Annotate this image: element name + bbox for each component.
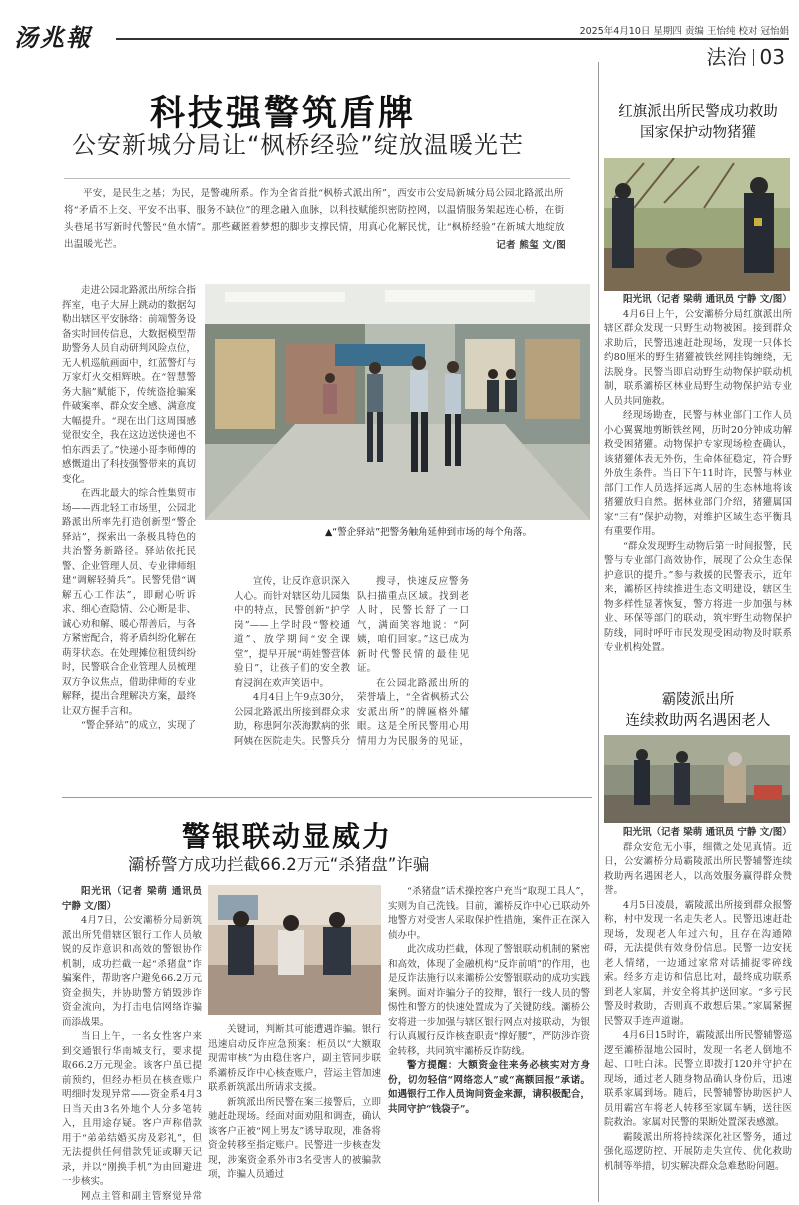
main-photo xyxy=(205,284,590,520)
side-headline-2 xyxy=(600,690,796,732)
side-photo-1 xyxy=(604,158,790,291)
header-rule xyxy=(116,38,789,40)
lead-paragraph: 平安，是民生之基；为民，是警魂所系。作为全省首批“枫桥式派出所”，西安市公安局新城分局公园北路派出所将“矛盾不上交、平安不出事、服务不缺位”的理念融入血脉，以科技赋能织密防控网，以温情服务架起连心桥，在街头巷尾书写新时代警民“鱼水情”。那些藏匿着梦想的脚步支撑民情，用真心化解民忧，让“枫桥经验”在新城大地绽放出温暖光芒。 xyxy=(64,188,565,250)
section-divider xyxy=(753,49,754,66)
police-tip-text: 大额资金往来务必核实对方身份，切勿轻信“网络恋人”或“高额回报”承诺。如遇银行工作人员询问资金来源，请积极配合，共同守护“钱袋子”。 xyxy=(388,1060,590,1115)
side-headline-2-line-1: 霸陵派出所 xyxy=(661,692,735,708)
article-paragraph: 搜寻，快速反应警务队扫描重点区域。找到老人时，民警长舒了一口气，满面笑容地说：“阿姨，咱们回家。”这已成为新时代警民情的最佳见证。 xyxy=(357,576,469,674)
article-paragraph: 4月6日15时许，霸陵派出所民警辅警巡逻至灞桥湿地公园时，发现一名老人倒地不起、口吐白沫。民警立即拨打120并守护在现场，通过老人随身物品确认身份后，迅速联系家属到场。随后，民警辅警协助医护人员用霸宫车将老人转移至家属车辆，送往医院救治。家属对民警的果断处置深表感激。 xyxy=(604,1030,792,1128)
article-paragraph: 群众安危无小事，细微之处见真情。近日，公安灞桥分局霸陵派出所民警辅警连续救助两名遇困老人，以高效服务赢得群众赞誉。 xyxy=(604,841,792,896)
newspaper-logo: 汤兆報 xyxy=(14,23,92,52)
side-story-2-byline: 阳光讯（记者 梁萌 通讯员 宁静 文/图） xyxy=(623,827,792,838)
article-paragraph: 走进公园北路派出所综合指挥室，电子大屏上跳动的数据勾勒出辖区平安脉络：前端警务设备实时回传信息，大数据模型帮助警务人员自动研判风险点位，无人机巡航画面中，红蓝警灯与万家灯火交相辉映。在“智慧警务大脑”赋能下，传统盗抢骗案件破案率、群众安全感、满意度大幅提升。“现在出门这周围感觉很安全，我在这边送快递也不怕东西丢了。”快递小哥李师傅的感慨道出了科技强警带来的真切变化。 xyxy=(62,285,196,485)
story2-headline: 警银联动显威力 xyxy=(182,820,393,853)
market-patrol-image xyxy=(205,284,590,520)
article-paragraph: “群众发现野生动物后第一时间报警，民警与专业部门高效协作，展现了公众生态保护意识的提升。”参与救援的民警表示，近年来，灞桥区持续推进生态文明建设，辖区生物多样性显著恢复，警方将进一步加强与林业、环保等部门的联动，筑牢野生动物保护防线，同时呼吁市民发现受困动物及时联系专业机构处置。 xyxy=(604,540,792,653)
article-paragraph: 新筑派出所民警在案三接警后，立即驰赶赴现场。经面对面劝阻和调查，确认该客户正被“网上男友”诱导取现，准备将资金转移至指定账户。民警进一步核查发现，涉案资金系外市3名受害人的被骗款项，诈骗人员通过 xyxy=(208,1096,381,1180)
section-title: 法治 xyxy=(706,45,747,69)
side-headline-1-line-1: 红旗派出所民警成功救助 xyxy=(618,104,778,120)
story2-subhead: 灞桥警方成功拦截66.2万元“杀猪盘”诈骗 xyxy=(128,855,430,874)
side-headline-1 xyxy=(600,102,796,144)
article-paragraph: 在公园北路派出所的荣誉墙上，“全省枫桥式公安派出所”的牌匾格外耀眼。这是全所民警用心用情用力为民服务的见证， xyxy=(357,677,469,747)
masthead xyxy=(0,0,799,69)
article-paragraph: “警企驿站”的成立，实现了 xyxy=(81,720,196,731)
side-story-1-byline: 阳光讯（记者 梁萌 通讯员 宁静 文/图） xyxy=(623,294,792,305)
main-column-1 xyxy=(62,284,196,734)
police-tip xyxy=(388,1059,590,1117)
bank-counter-image xyxy=(208,885,381,1015)
article-paragraph: “杀猪盘”话术操控客户充当“取现工具人”，实则为自己洗钱。目前，灞桥反诈中心已联动外地警方对受害人采取保护性措施，案件正在深入侦办中。 xyxy=(388,886,590,941)
badger-rescue-image xyxy=(604,158,790,291)
lead-paragraph-box xyxy=(64,178,570,258)
article-paragraph: 4月4日上午9点30分，公园北路派出所接到群众求助，称患阿尔茨海默病的张阿姨在医院走失。民警兵分 xyxy=(234,692,350,747)
side-headline-2-line-2: 连续救助两名遇困老人 xyxy=(625,713,771,729)
article-paragraph: 4月6日上午，公安灞桥分局红旗派出所辖区群众发现一只野生动物被困。接到群众求助后，民警迅速赶赴现场，发现一只体长约80厘米的野生猪獾被铁丝网挂钩缠绕，无法脱身。民警当即启动野生动物保护联动机制，联系灞桥区林业局野生动物保护站专业人员共同施救。 xyxy=(604,308,792,407)
main-column-4 xyxy=(476,575,588,750)
issue-meta: 2025年4月10日 星期四 责编 王怡纯 校对 冠怡娟 xyxy=(579,26,789,37)
article-paragraph: 在西北最大的综合性集贸市场——西北轻工市场里，公园北路派出所率先打造创新型“警企驿站”，探索出一条极具特色的共治警务新路径。驿站依托民警、企业管理人员、专业律师组建“调解轻骑兵”。民警凭借“调解五心工作法”，即耐心听诉求、细心查隐情、公心断是非、诚心劝和解、暖心帮善后，与各方紧密配合，将矛盾纠纷化解在萌芽状态。在处理摊位租赁纠纷时，民警联合企业管理人员梳理双方争议焦点，借助律师的专业解释，提出合理解决方案，最终让双方握手言和。 xyxy=(62,488,196,717)
article-paragraph: 关键词，判断其可能遭遇诈骗。银行迅速启动反诈应急预案：柜员以“大额取现需审核”为由稳住客户，副主管同步联系灞桥反诈中心核查账户，营运主管加速联系新筑派出所请求支援。 xyxy=(208,1024,381,1093)
story2-column-1 xyxy=(62,885,202,1203)
main-column-3 xyxy=(357,575,469,750)
story-divider xyxy=(62,797,592,798)
article-paragraph: 宣传，让反诈意识深入人心。而针对辖区幼儿园集中的特点，民警创新“护学岗”——上学时段“警校通道”、放学期间“安全课堂”，提早开展“萌娃警营体验日”，让孩子们的安全教育浸润在欢声笑语中。 xyxy=(234,576,350,689)
column-divider xyxy=(598,62,599,1202)
article-paragraph: 4月5日凌晨，霸陵派出所接到群众报警称，村中发现一名走失老人。民警迅速赶赴现场，发现老人年过六旬，且存在沟通障碍，无法提供有效身份信息。民警一边安抚老人情绪，一边通过家常对话捕捉零碎线索。经多方走访和信息比对，最终成功联系到老人家属，并安全将其护送回家。“多亏民警及时救助，否则真不敢想后果。”家属紧握民警双手连声道谢。 xyxy=(604,899,792,1027)
article-paragraph: 当日上午，一名女性客户来到交通银行华南城支行，要求提取66.2万元现金。该客户虽已提前预约，但经办柜员在核查账户明细时发现异常——资金系4月3日当天由3名外地个人分多笔转入，且用途存疑。客户声称借款用于“弟弟结婚买房及彩礼”，但无法提供任何借款凭证或聊天记录，并以“刚换手机”为由回避进一步核实。 xyxy=(62,1031,202,1187)
article-paragraph xyxy=(62,885,202,914)
article-paragraph xyxy=(604,826,792,841)
article-paragraph xyxy=(604,293,792,308)
side-story-1-body xyxy=(604,293,792,678)
article-paragraph: 霸陵派出所将持续深化社区警务，通过强化巡逻防控、开展防走失宣传、优化救助机制等举措，切实解决群众急难愁盼问题。 xyxy=(604,1131,792,1172)
page-number: 03 xyxy=(759,45,785,69)
main-headline: 科技强警筑盾牌 xyxy=(150,94,417,134)
main-subhead: 公安新城分局让“枫桥经验”绽放温暖光芒 xyxy=(72,131,524,159)
side-headline-1-line-2: 国家保护动物猪獾 xyxy=(640,125,756,141)
story2-byline: 阳光讯（记者 梁萌 通讯员 宁静 文/图） xyxy=(62,886,202,912)
story2-photo xyxy=(208,885,381,1015)
article-paragraph: 网点主管和副主管察觉异常 xyxy=(81,1190,202,1202)
article-paragraph: 经现场勘查，民警与林业部门工作人员小心翼翼地剪断铁丝网，历时20分钟成功解救受困猪獾。动物保护专家现场检查确认，该猪獾体表无外伤，生命体征稳定，符合野外放生条件。当日下午11时许，民警与林业部门工作人员选择远离人居的生态林地将该猪獾放归自然。据林业部门介绍，猪獾属国家“三有”保护动物，对维护区域生态平衡具有重要作用。 xyxy=(604,410,792,537)
story2-column-2 xyxy=(208,1023,381,1203)
story2-column-3 xyxy=(388,885,590,1203)
police-tip-label: 警方提醒： xyxy=(407,1060,459,1071)
section-label xyxy=(707,41,785,70)
lead-author: 记者 熊玺 文/图 xyxy=(496,240,566,251)
article-paragraph: 此次成功拦截，体现了警银联动机制的紧密和高效，体现了金融机构“反诈前哨”的作用，也是反诈法施行以来灞桥公安警银联动的成功实践案例。面对诈骗分子的狡辩，银行一线人员的警惕性和警方的快速处置成为了关键防线。灞桥公安将进一步加强与辖区银行网点对接联动，为银行认真履行反诈核查职责“撑好腰”，严防涉诈资金转移，共同筑牢灞桥反诈防线。 xyxy=(388,944,590,1057)
main-column-2 xyxy=(234,575,350,750)
main-photo-caption: ▲“警企驿站”把警务触角延伸到市场的每个角落。 xyxy=(325,527,533,538)
elderly-rescue-image xyxy=(604,735,790,823)
article-paragraph: 4月7日，公安灞桥分局新筑派出所凭借辖区银行工作人员敏锐的反诈意识和高效的警银协作机制，成功拦截一起“杀猪盘”诈骗案件，帮助客户避免66.2万元资金损失，并协助警方销毁涉诈资金流向，为打击电信网络诈骗而添战果。 xyxy=(62,915,202,1028)
side-story-2-body xyxy=(604,826,792,1204)
side-photo-2 xyxy=(604,735,790,823)
